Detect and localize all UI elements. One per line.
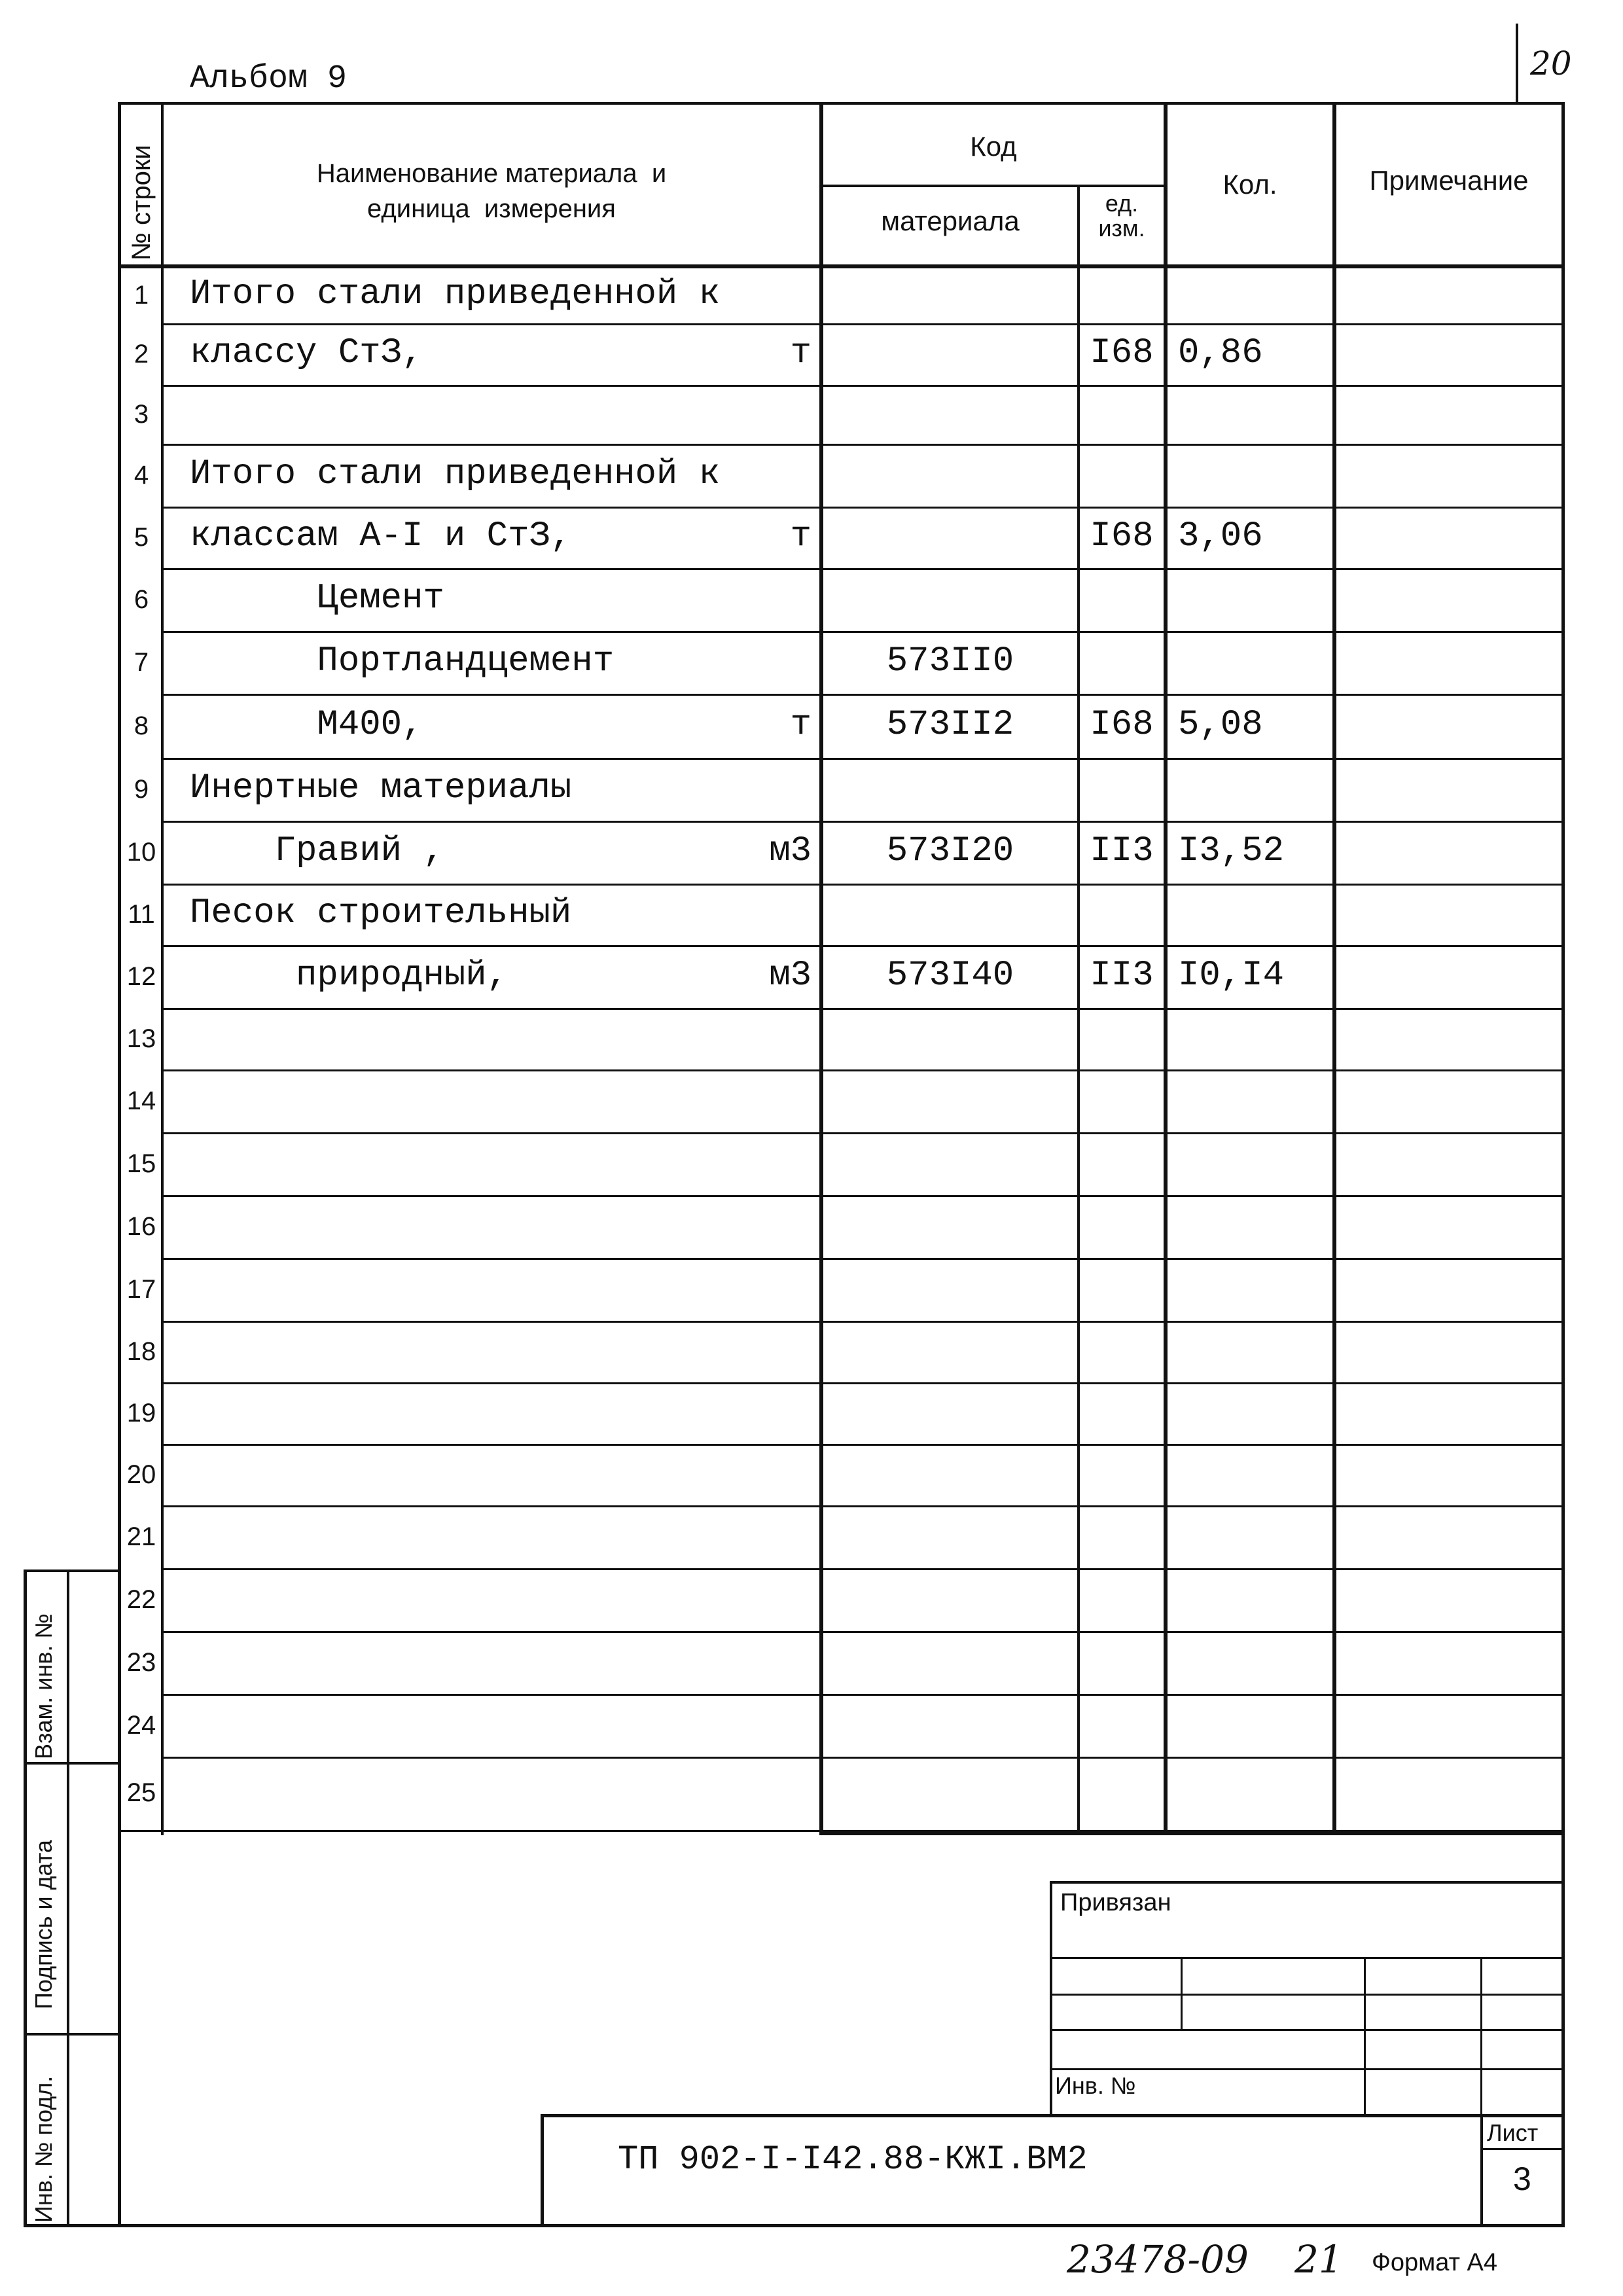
row-separator: [164, 568, 1563, 570]
row-name: природный,: [190, 956, 508, 996]
header-code-unit-line2: изм.: [1098, 215, 1145, 242]
tb-doc-code: ТП 902-I-I42.88-КЖI.ВМ2: [618, 2140, 1088, 2179]
footer-order-page: 21: [1294, 2237, 1343, 2282]
row-name: Цемент: [190, 579, 444, 619]
row-number: 2: [134, 340, 149, 368]
row-separator: [164, 1069, 1563, 1071]
row-number: 3: [134, 400, 149, 429]
tb-sheet-number: 3: [1513, 2161, 1531, 2197]
row-separator: [164, 1008, 1563, 1010]
row-name: Песок строительный: [190, 893, 572, 933]
row-number: 7: [134, 648, 149, 677]
row-number: 20: [126, 1460, 156, 1489]
row-material-code: 573II0: [886, 641, 1014, 681]
row-separator: [164, 631, 1563, 633]
side-stamp-top: [24, 1570, 120, 1572]
col-line-unitcode: [1077, 185, 1080, 1835]
row-number: 23: [126, 1648, 156, 1677]
header-name-line1: Наименование материала и: [316, 159, 667, 188]
header-code-unit-line1: ед.: [1105, 190, 1139, 217]
tb-sheet-label: Лист: [1487, 2119, 1539, 2146]
row-name: М400,: [190, 705, 423, 745]
header-code-unit: [1080, 191, 1164, 241]
side-stamp-div1: [24, 1762, 120, 1765]
tb-privyazan-col2: [1364, 1957, 1366, 2117]
col-line-qty: [1164, 102, 1168, 1835]
row-unit-code: I68: [1090, 516, 1154, 556]
row-number: 18: [126, 1337, 156, 1366]
tb-privyazan-line1: [1050, 1957, 1565, 1959]
table-bottom-line: [819, 1830, 1565, 1835]
header-rownum: № строки: [127, 145, 156, 260]
row-material-code: 573I40: [886, 956, 1014, 996]
row-separator: [164, 1321, 1563, 1323]
row-unit: т: [790, 333, 812, 373]
row-separator: [164, 1132, 1563, 1134]
row-number: 10: [126, 838, 156, 867]
row-number: 8: [134, 711, 149, 740]
row-separator: [164, 1694, 1563, 1696]
row-number: 15: [126, 1149, 156, 1178]
row-unit: т: [790, 516, 812, 556]
row-separator: [164, 1382, 1563, 1384]
row-number: 11: [128, 900, 155, 929]
side-stamp-inner: [67, 1570, 69, 2227]
table-bottom-thin: [118, 1830, 822, 1832]
row-separator: [164, 1258, 1563, 1260]
header-bottom-line: [118, 264, 1565, 268]
row-separator: [164, 758, 1563, 760]
tb-sheet-mid: [1480, 2148, 1565, 2150]
row-unit: м3: [769, 956, 812, 996]
row-number: 17: [126, 1275, 156, 1304]
tb-privyazan-line2: [1050, 1994, 1565, 1996]
row-number: 5: [134, 523, 149, 552]
row-separator: [164, 1444, 1563, 1446]
row-separator: [164, 444, 1563, 446]
side-stamp-div2: [24, 2033, 120, 2036]
row-number: 24: [126, 1711, 156, 1740]
row-number: 13: [126, 1024, 156, 1053]
row-separator: [164, 821, 1563, 823]
row-quantity: I3,52: [1178, 831, 1285, 871]
row-unit: т: [790, 705, 812, 745]
frame-left: [118, 102, 121, 2227]
row-material-code: 573I20: [886, 831, 1014, 871]
row-number: 19: [126, 1399, 156, 1427]
header-code-material: материала: [881, 206, 1020, 236]
tb-inv-no-label: Инв. №: [1055, 2072, 1136, 2099]
header-code: Код: [970, 131, 1017, 162]
album-label: Альбом 9: [190, 60, 348, 98]
row-number: 22: [126, 1585, 156, 1614]
tb-privyazan-line4: [1050, 2068, 1565, 2070]
frame-top: [118, 102, 1565, 105]
tb-privyazan-line3: [1050, 2029, 1565, 2031]
row-separator: [164, 385, 1563, 387]
header-name: [164, 156, 819, 226]
row-separator: [164, 323, 1563, 325]
row-name: Инертные материалы: [190, 768, 572, 808]
footer-order-no: 23478-09: [1067, 2237, 1249, 2282]
row-separator: [164, 507, 1563, 509]
header-name-line2: единица измерения: [367, 194, 616, 223]
row-separator: [164, 1568, 1563, 1570]
row-quantity: 5,08: [1178, 705, 1263, 745]
tb-privyazan-label: Привязан: [1060, 1889, 1171, 1916]
page-number: 20: [1530, 45, 1572, 82]
tb-sheet-left: [1480, 2114, 1483, 2227]
tb-doc-top: [541, 2114, 1565, 2117]
row-name: Итого стали приведенной к: [190, 454, 721, 494]
row-material-code: 573II2: [886, 705, 1014, 745]
row-unit-code: I68: [1090, 705, 1154, 745]
row-number: 16: [126, 1212, 156, 1241]
row-separator: [164, 1757, 1563, 1759]
side-stamp-left: [24, 1570, 27, 2227]
tb-privyazan-left: [1050, 1881, 1052, 2117]
row-unit-code: I68: [1090, 333, 1154, 373]
row-name: Гравий ,: [190, 831, 444, 871]
side-vzam-label: Взам. инв. №: [30, 1613, 57, 1759]
frame-right: [1561, 102, 1565, 2227]
row-unit: м3: [769, 831, 812, 871]
side-inv-podl-label: Инв. № подл.: [30, 2075, 57, 2223]
row-separator: [164, 1631, 1563, 1633]
row-name: Портландцемент: [190, 641, 615, 681]
row-unit-code: II3: [1090, 831, 1154, 871]
tb-privyazan-col3: [1480, 1957, 1482, 2117]
side-podpis-label: Подпись и дата: [30, 1840, 57, 2009]
row-number: 1: [134, 281, 149, 310]
row-name: классам А-I и СтЗ,: [190, 516, 572, 556]
row-name: классу СтЗ,: [190, 333, 423, 373]
tb-privyazan-top: [1050, 1881, 1565, 1884]
frame-bottom: [24, 2224, 1565, 2227]
row-number: 6: [134, 585, 149, 614]
frame-top-right-vertical: [1516, 24, 1518, 105]
footer-format: Формат А4: [1372, 2249, 1498, 2276]
row-separator: [164, 884, 1563, 886]
row-separator: [164, 945, 1563, 947]
row-unit-code: II3: [1090, 956, 1154, 996]
header-qty: Кол.: [1222, 169, 1277, 200]
row-number: 12: [126, 962, 156, 991]
tb-privyazan-col1: [1181, 1957, 1183, 2029]
row-separator: [164, 1505, 1563, 1507]
row-separator: [164, 1195, 1563, 1197]
row-number: 25: [126, 1778, 156, 1807]
row-quantity: 3,06: [1178, 516, 1263, 556]
row-separator: [164, 694, 1563, 696]
row-quantity: I0,I4: [1178, 956, 1285, 996]
row-number: 14: [126, 1086, 156, 1115]
row-number: 9: [134, 775, 149, 804]
row-number: 4: [134, 461, 149, 490]
col-line-rownum: [161, 102, 164, 1835]
col-line-note: [1332, 102, 1336, 1835]
row-number: 21: [126, 1522, 156, 1551]
row-quantity: 0,86: [1178, 333, 1263, 373]
header-note: Примечание: [1369, 165, 1529, 196]
tb-doc-left: [541, 2114, 544, 2227]
code-subheader-line: [819, 185, 1166, 187]
row-name: Итого стали приведенной к: [190, 274, 721, 314]
